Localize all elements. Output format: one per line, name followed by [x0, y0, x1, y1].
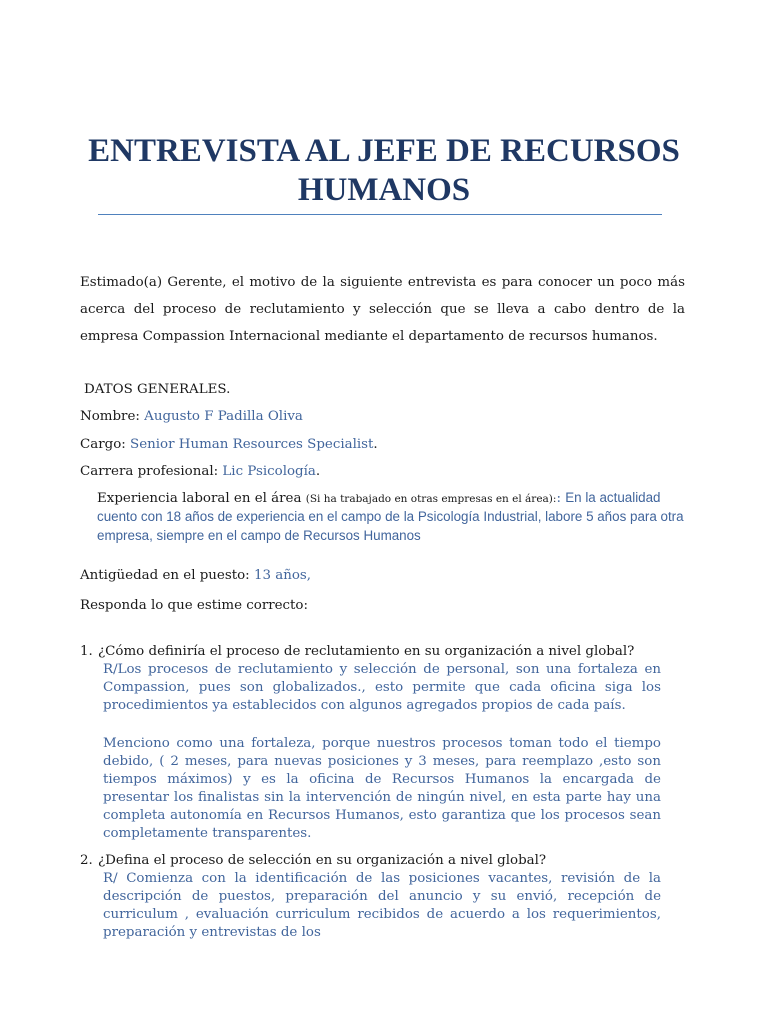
cargo-row — [80, 436, 378, 454]
question-1-text: ¿Cómo definiría el proceso de reclutamiento en su organización a nivel global? — [98, 644, 635, 659]
nombre-label: Nombre: — [80, 409, 140, 424]
carrera-row — [80, 463, 320, 481]
question-1-number: 1. — [80, 644, 93, 659]
experiencia-label: Experiencia laboral en el área — [97, 491, 302, 506]
antiguedad-value: 13 años, — [253, 568, 312, 583]
antiguedad-row — [80, 567, 311, 585]
question-2-number: 2. — [80, 853, 93, 868]
experiencia-colon: : — [556, 491, 561, 506]
cargo-period: . — [373, 437, 378, 452]
carrera-period: . — [315, 464, 321, 479]
cargo-label: Cargo: — [80, 437, 126, 452]
carrera-label: Carrera profesional: — [80, 464, 219, 479]
datos-generales-heading: DATOS GENERALES. — [84, 382, 231, 397]
antiguedad-label: Antigüedad en el puesto: — [80, 568, 250, 583]
experiencia-value: En la actualidad cuento con 18 años de experiencia en el campo de la Psicología Industrial, labore 5 años para otra empresa, siempre en el campo de Recursos Humanos — [97, 490, 684, 543]
intro-paragraph: Estimado(a) Gerente, el motivo de la siguiente entrevista es para conocer un poco más acerca del proceso de reclutamiento y selección que se lleva a cabo dentro de la empresa Compassion Internacional mediante el departamento de recursos humanos. — [80, 275, 685, 344]
experiencia-note: (Si ha trabajado en otras empresas en el área): — [305, 493, 557, 505]
question-1-answer-p2: Menciono como una fortaleza, porque nuestros procesos toman todo el tiempo debido, ( 2 meses, para nuevas posiciones y 3 meses, para reemplazo ,esto son tiempos máximos) y es la oficina de Recursos Humanos la encargada de presentar los finalistas sin la intervención de ningún nivel, en esta parte hay una completa autonomía en Recursos Humanos, esto garantiza que los procesos sean completamente transparentes. — [103, 736, 661, 841]
question-2-text: ¿Defina el proceso de selección en su organización a nivel global? — [98, 853, 547, 868]
nombre-value: Augusto F Padilla Oliva — [144, 409, 303, 424]
carrera-value: Lic Psicología — [222, 464, 316, 479]
question-1-answer-p1: R/Los procesos de reclutamiento y selección de personal, son una fortaleza en Compassion, pues son globalizados., esto permite que cada oficina siga los procedimientos ya establecidos con algunos agregados propios de cada país. — [103, 662, 661, 713]
document-title: ENTREVISTA AL JEFE DE RECURSOS HUMANOS — [88, 133, 680, 208]
question-2-answer-p1: R/ Comienza con la identificación de las posiciones vacantes, revisión de la descripción de puestos, preparación del anuncio y su envió, recepción de curriculum , evaluación curriculum recibidos de acuerdo a los requerimientos, preparación y entrevistas de los — [103, 871, 661, 940]
title-underline — [98, 214, 662, 215]
cargo-value: Senior Human Resources Specialist — [130, 437, 374, 452]
experiencia-block — [97, 489, 687, 546]
nombre-row — [80, 408, 303, 426]
responda-instruction: Responda lo que estime correcto: — [80, 598, 309, 613]
